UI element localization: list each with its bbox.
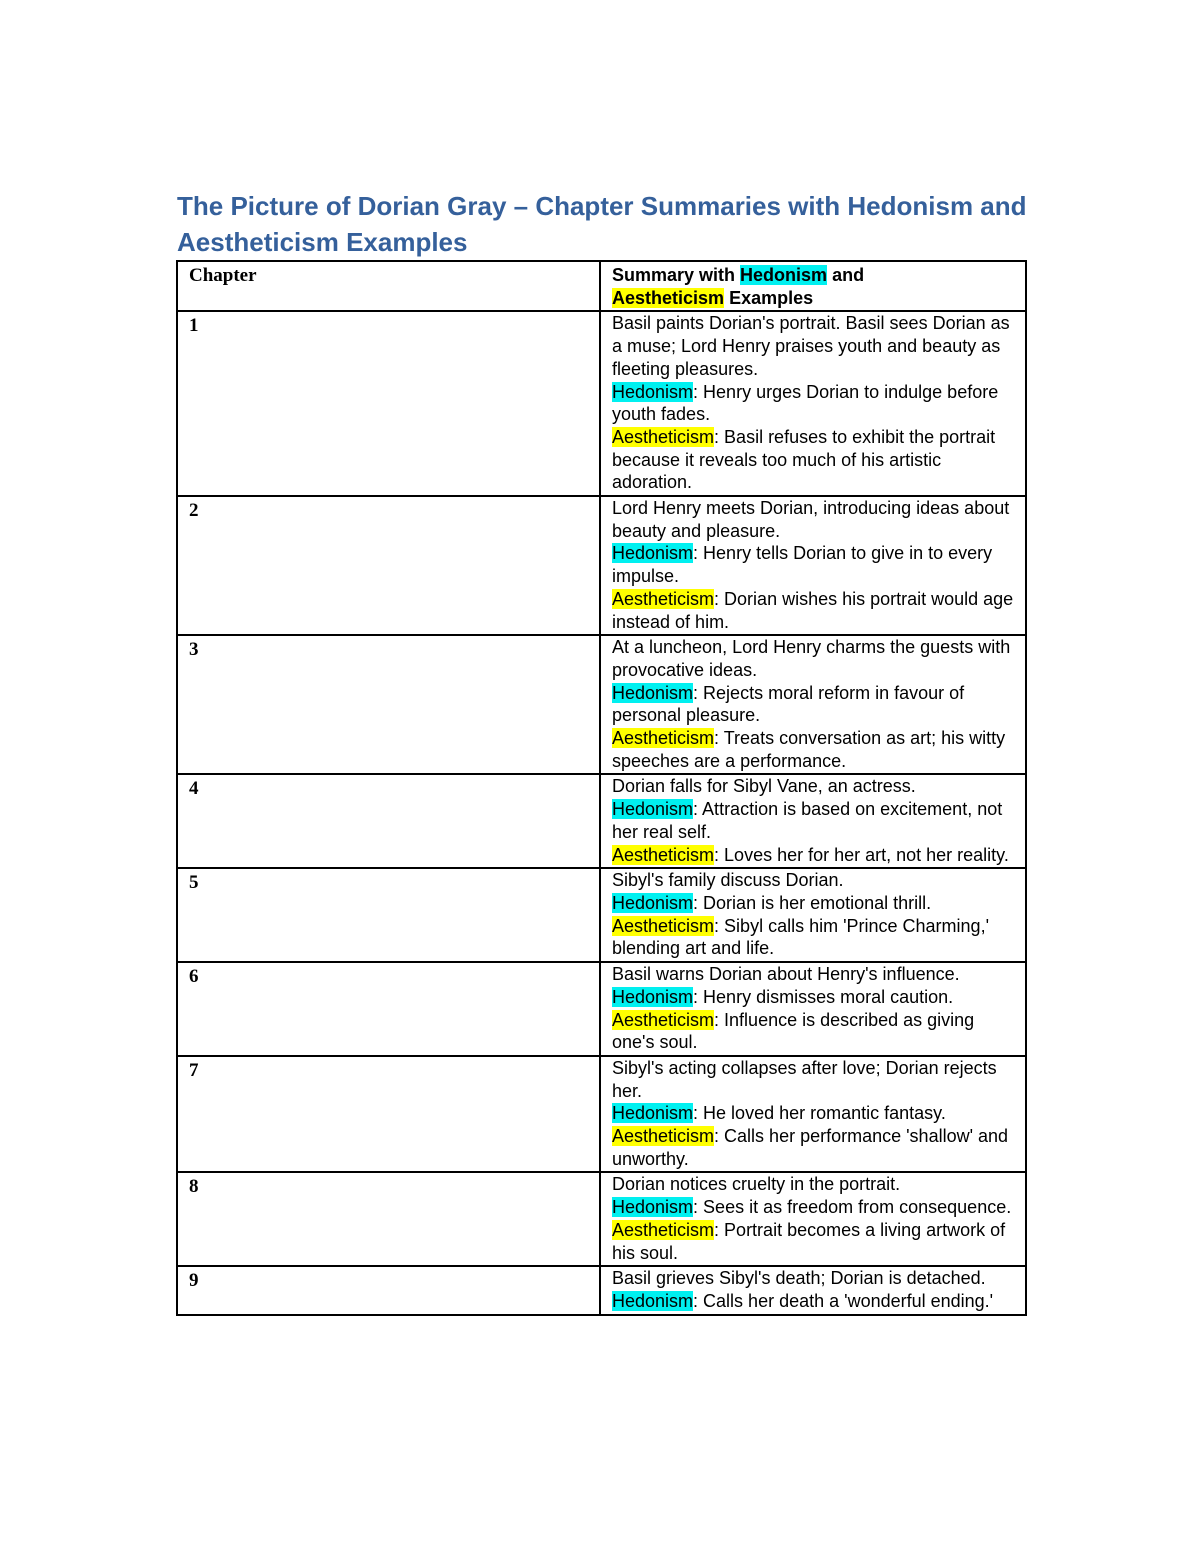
table-header-row — [177, 261, 1026, 311]
aestheticism-highlight: Aestheticism — [612, 287, 725, 308]
chapter-summary — [600, 962, 1026, 1056]
aestheticism-text: : Calls her performance 'shallow' and unworthy. — [612, 1126, 1009, 1169]
hedonism-text: : Calls her death a 'wonderful ending.' — [693, 1290, 994, 1311]
hedonism-label: Hedonism — [612, 1290, 694, 1311]
chapter-number: 7 — [177, 1056, 600, 1173]
hedonism-text: : Henry urges Dorian to indulge before youth fades. — [612, 381, 999, 425]
chapter-number: 2 — [177, 496, 600, 635]
aestheticism-label: Aestheticism — [612, 588, 715, 609]
table-row — [177, 1266, 1026, 1314]
hedonism-label: Hedonism — [612, 1103, 694, 1124]
table-row — [177, 311, 1026, 496]
summary-text: Dorian falls for Sibyl Vane, an actress. — [612, 776, 916, 797]
chapter-summary — [600, 311, 1026, 496]
hedonism-text: : Henry tells Dorian to give in to every impulse. — [612, 543, 993, 587]
document-title: The Picture of Dorian Gray – Chapter Summaries with Hedonism and Aestheticism Examples — [177, 191, 1027, 257]
hedonism-label: Hedonism — [612, 799, 694, 820]
hedonism-example — [612, 892, 1017, 915]
aestheticism-text: : Treats conversation as art; his witty speeches are a performance. — [612, 728, 1006, 771]
chapter-number: 5 — [177, 868, 600, 962]
hedonism-label: Hedonism — [612, 543, 694, 564]
hedonism-label: Hedonism — [612, 986, 694, 1007]
aestheticism-text: : Dorian wishes his portrait would age instead of him. — [612, 588, 1014, 632]
aestheticism-example — [612, 915, 1017, 960]
hedonism-label: Hedonism — [612, 1197, 694, 1218]
hedonism-label: Hedonism — [612, 381, 694, 402]
chapter-number: 6 — [177, 962, 600, 1056]
aestheticism-text: : Sibyl calls him 'Prince Charming,' blending art and life. — [612, 915, 990, 959]
table-row — [177, 962, 1026, 1056]
hedonism-text: : Attraction is based on excitement, not her real self. — [612, 799, 1003, 842]
hedonism-example — [612, 1290, 1017, 1313]
summary-text: Sibyl's acting collapses after love; Dorian rejects her. — [612, 1057, 997, 1101]
aestheticism-label: Aestheticism — [612, 1219, 715, 1240]
table-row — [177, 496, 1026, 635]
hedonism-example — [612, 542, 1017, 587]
hedonism-example — [612, 682, 1017, 727]
chapter-number: 4 — [177, 774, 600, 868]
aestheticism-label: Aestheticism — [612, 915, 715, 936]
aestheticism-example — [612, 1009, 1017, 1054]
aestheticism-example — [612, 426, 1017, 494]
summary-text: Sibyl's family discuss Dorian. — [612, 870, 844, 891]
summary-text: Basil warns Dorian about Henry's influence. — [612, 964, 960, 985]
summary-text: Basil grieves Sibyl's death; Dorian is detached. — [612, 1268, 986, 1289]
chapter-number: 3 — [177, 635, 600, 774]
chapter-summary — [600, 496, 1026, 635]
hedonism-text: : Sees it as freedom from consequence. — [693, 1197, 1012, 1218]
hedonism-example — [612, 986, 1017, 1009]
aestheticism-label: Aestheticism — [612, 728, 715, 749]
summary-text: At a luncheon, Lord Henry charms the guests with provocative ideas. — [612, 637, 1011, 680]
hedonism-text: : Dorian is her emotional thrill. — [693, 892, 932, 913]
table-row — [177, 635, 1026, 774]
chapter-summary — [600, 1172, 1026, 1266]
chapter-summary — [600, 774, 1026, 868]
summary-text: Dorian notices cruelty in the portrait. — [612, 1174, 901, 1195]
summary-header-examples: Examples — [729, 287, 814, 308]
hedonism-label: Hedonism — [612, 682, 694, 703]
aestheticism-example — [612, 1219, 1017, 1264]
aestheticism-example — [612, 727, 1017, 772]
aestheticism-label: Aestheticism — [612, 1009, 715, 1030]
aestheticism-example — [612, 844, 1017, 867]
summary-text: Lord Henry meets Dorian, introducing ideas about beauty and pleasure. — [612, 498, 1010, 541]
table-row — [177, 1172, 1026, 1266]
summary-header-prefix: Summary with — [612, 265, 736, 285]
aestheticism-text: : Basil refuses to exhibit the portrait because it reveals too much of his artistic adoration. — [612, 426, 996, 493]
chapter-summary — [600, 1266, 1026, 1314]
hedonism-text: : He loved her romantic fantasy. — [693, 1103, 946, 1124]
aestheticism-text: : Influence is described as giving one's soul. — [612, 1009, 975, 1053]
aestheticism-label: Aestheticism — [612, 844, 715, 865]
aestheticism-label: Aestheticism — [612, 1126, 715, 1147]
summary-column-header — [600, 261, 1026, 311]
summary-header-and: and — [832, 265, 865, 285]
summary-text: Basil paints Dorian's portrait. Basil sees Dorian as a muse; Lord Henry praises youth and beauty as fleeting pleasures. — [612, 313, 1010, 379]
hedonism-example — [612, 798, 1017, 843]
chapter-summary — [600, 1056, 1026, 1173]
aestheticism-example — [612, 588, 1017, 633]
chapter-column-header: Chapter — [177, 261, 600, 311]
hedonism-text: : Rejects moral reform in favour of personal pleasure. — [612, 682, 965, 726]
chapter-number: 8 — [177, 1172, 600, 1266]
hedonism-example — [612, 1196, 1017, 1219]
aestheticism-label: Aestheticism — [612, 426, 715, 447]
aestheticism-text: : Portrait becomes a living artwork of his soul. — [612, 1219, 1006, 1263]
aestheticism-text: : Loves her for her art, not her reality. — [714, 844, 1009, 865]
hedonism-highlight: Hedonism — [740, 265, 828, 285]
chapter-number: 9 — [177, 1266, 600, 1314]
chapter-summary — [600, 868, 1026, 962]
hedonism-example — [612, 1102, 1017, 1125]
table-row — [177, 1056, 1026, 1173]
hedonism-text: : Henry dismisses moral caution. — [693, 986, 954, 1007]
aestheticism-example — [612, 1125, 1017, 1170]
chapter-summary — [600, 635, 1026, 774]
table-row — [177, 868, 1026, 962]
chapter-summary-table — [176, 260, 1027, 1316]
table-row — [177, 774, 1026, 868]
chapter-number: 1 — [177, 311, 600, 496]
hedonism-label: Hedonism — [612, 892, 694, 913]
hedonism-example — [612, 381, 1017, 426]
